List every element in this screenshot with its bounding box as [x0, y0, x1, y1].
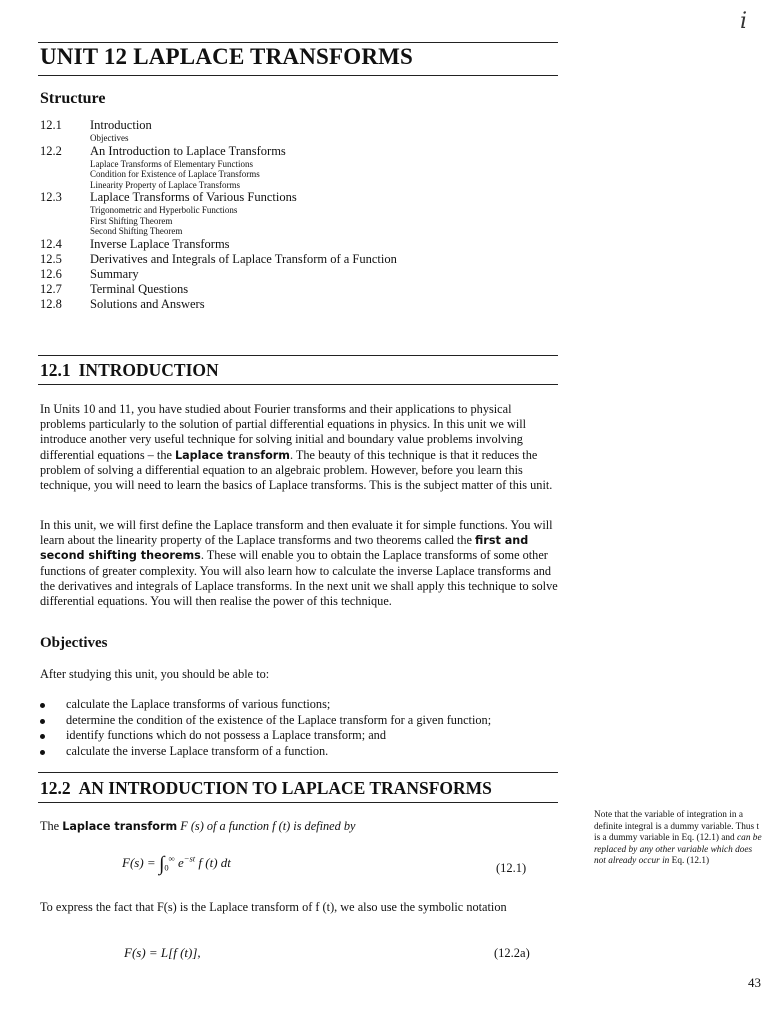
sec2-top-rule	[38, 772, 558, 773]
def-term: Laplace transform	[62, 820, 178, 833]
intro-heading	[40, 360, 219, 381]
toc-entry-title: Solutions and Answers	[90, 296, 205, 311]
toc-entry-number: 12.3	[40, 190, 62, 204]
objective-text: calculate the Laplace transforms of various functions;	[66, 697, 331, 711]
objectives-list	[40, 697, 570, 759]
objective-text: determine the condition of the existence of the Laplace transform for a given function;	[66, 712, 492, 727]
notation-paragraph: To express the fact that F(s) is the Laplace transform of f (t), we also use the symbolic notation	[40, 900, 507, 914]
side-note-end: Eq. (12.1)	[669, 856, 710, 867]
intro-top-rule	[38, 355, 558, 356]
toc-entry-number: 12.6	[40, 266, 62, 281]
toc-entry-title: Summary	[90, 266, 139, 281]
intro-paragraph-1	[40, 402, 560, 493]
intro-para2-text-a: In this unit, we will first define the Laplace transform and then evaluate it for simple functions. You will learn about the linearity property of the Laplace transforms and two theorems called the	[40, 518, 553, 548]
sec2-section-title: AN INTRODUCTION TO LAPLACE TRANSFORMS	[78, 778, 492, 798]
intro-section-title: INTRODUCTION	[78, 360, 219, 380]
objective-item	[40, 744, 570, 760]
intro-para1-term: Laplace transform	[175, 448, 290, 462]
equation-12-2a: F(s) = L[f (t)],	[124, 945, 201, 960]
toc-entry-title: Laplace Transforms of Various Functions	[90, 190, 297, 204]
objective-item	[40, 713, 570, 729]
objective-text: identify functions which do not possess a Laplace transform; and	[66, 728, 386, 742]
eq1-lhs: F(s) =	[122, 855, 159, 870]
intro-para1-text-b: . The beauty of this technique is that it reduces the problem of solving a differential equation to an algebraic problem. However, before you learn this technique, you will need to learn the basics of Laplace transforms. This is the subject matter of this unit.	[40, 447, 553, 493]
toc-entry	[40, 297, 560, 312]
sec2-heading	[40, 778, 492, 799]
toc-entry-title: Introduction	[90, 118, 152, 132]
eq1-exp-base: e	[177, 855, 184, 870]
objective-text: calculate the inverse Laplace transform of a function.	[66, 743, 329, 758]
equation-12-1-number: (12.1)	[496, 861, 527, 875]
sec2-section-number: 12.2	[40, 778, 71, 798]
margin-side-note	[594, 810, 762, 868]
eq1-exponent: −st	[183, 853, 196, 864]
toc-entry	[40, 237, 560, 252]
equation-12-1	[122, 853, 231, 876]
toc-subentry: Objectives	[90, 133, 129, 143]
objective-item	[40, 697, 570, 713]
toc-entry	[40, 252, 560, 267]
title-rule	[38, 75, 558, 76]
toc-entry-number: 12.8	[40, 296, 62, 311]
bullet-dot-icon	[40, 750, 45, 755]
bullet-dot-icon	[40, 734, 45, 739]
eq1-lower-limit: 0	[164, 862, 169, 873]
unit-title: UNIT 12 LAPLACE TRANSFORMS	[40, 44, 414, 69]
eq1-upper-limit: ∞	[168, 853, 175, 864]
toc-entry-number: 12.5	[40, 251, 62, 266]
objectives-heading: Objectives	[40, 635, 108, 651]
side-note-text: Note that the variable of integration in a definite integral is a dummy variable. Thus t is a dummy variable in Eq. (12.1) and	[594, 810, 760, 844]
toc-entry	[40, 144, 560, 159]
top-rule	[38, 42, 558, 43]
toc-subentry: Condition for Existence of Laplace Transforms	[90, 169, 260, 179]
toc-entry	[40, 118, 560, 133]
laplace-definition-line	[40, 819, 355, 834]
bullet-dot-icon	[40, 703, 45, 708]
sec2-bottom-rule	[38, 802, 558, 803]
table-of-contents	[40, 118, 560, 312]
intro-para1-text-a: In Units 10 and 11, you have studied about Fourier transforms and their applications to physical problems particularly to the solution of partial differential equations in physics. In this unit we will introduce another very useful technique for solving initial and boundary value problems involving differential equations – the	[40, 402, 527, 462]
side-note-italic: can be replaced by any other variable which does not already occur in	[594, 833, 762, 867]
intro-paragraph-2	[40, 518, 560, 609]
intro-para2-term: first and second shifting theorems	[40, 534, 529, 563]
integral-sign: ∫	[158, 853, 165, 875]
toc-entry-number: 12.2	[40, 143, 62, 158]
toc-subentry: First Shifting Theorem	[90, 215, 173, 226]
def-text-a: The	[40, 819, 63, 833]
toc-entry-title: Terminal Questions	[90, 281, 189, 296]
toc-entry-number: 12.4	[40, 236, 62, 251]
objective-item	[40, 728, 570, 744]
margin-ink-mark: ⅰ	[740, 8, 748, 33]
toc-subentry: Trigonometric and Hyperbolic Functions	[90, 205, 238, 215]
structure-heading: Structure	[40, 90, 106, 107]
intro-bottom-rule	[38, 384, 558, 385]
bullet-dot-icon	[40, 719, 45, 724]
toc-subentry: Linearity Property of Laplace Transforms	[90, 179, 240, 190]
toc-entry-title: Derivatives and Integrals of Laplace Transform of a Function	[90, 251, 397, 266]
toc-entry	[40, 267, 560, 282]
toc-subentry: Second Shifting Theorem	[90, 226, 183, 236]
objectives-intro: After studying this unit, you should be able to:	[40, 667, 270, 681]
toc-entry-number: 12.7	[40, 281, 62, 296]
eq1-integrand: f (t) dt	[198, 855, 231, 870]
equation-12-2a-number: (12.2a)	[494, 946, 530, 960]
toc-subentry: Laplace Transforms of Elementary Functions	[90, 158, 253, 169]
intro-para2-text-b: . These will enable you to obtain the Laplace transforms of some other functions of greater complexity. You will also learn how to calculate the inverse Laplace transforms and the derivatives and integrals of Laplace transforms. In the next unit we shall apply this technique to solve differential equations. You will then realise the power of this technique.	[40, 548, 558, 609]
toc-entry	[40, 282, 560, 297]
page-number: 43	[748, 975, 761, 990]
intro-section-number: 12.1	[40, 360, 71, 380]
toc-entry-title: An Introduction to Laplace Transforms	[90, 143, 286, 158]
toc-entry-title: Inverse Laplace Transforms	[90, 236, 230, 251]
def-text-b: F (s) of a function f (t) is defined by	[177, 819, 356, 833]
toc-entry-number: 12.1	[40, 118, 62, 132]
toc-entry	[40, 190, 560, 205]
